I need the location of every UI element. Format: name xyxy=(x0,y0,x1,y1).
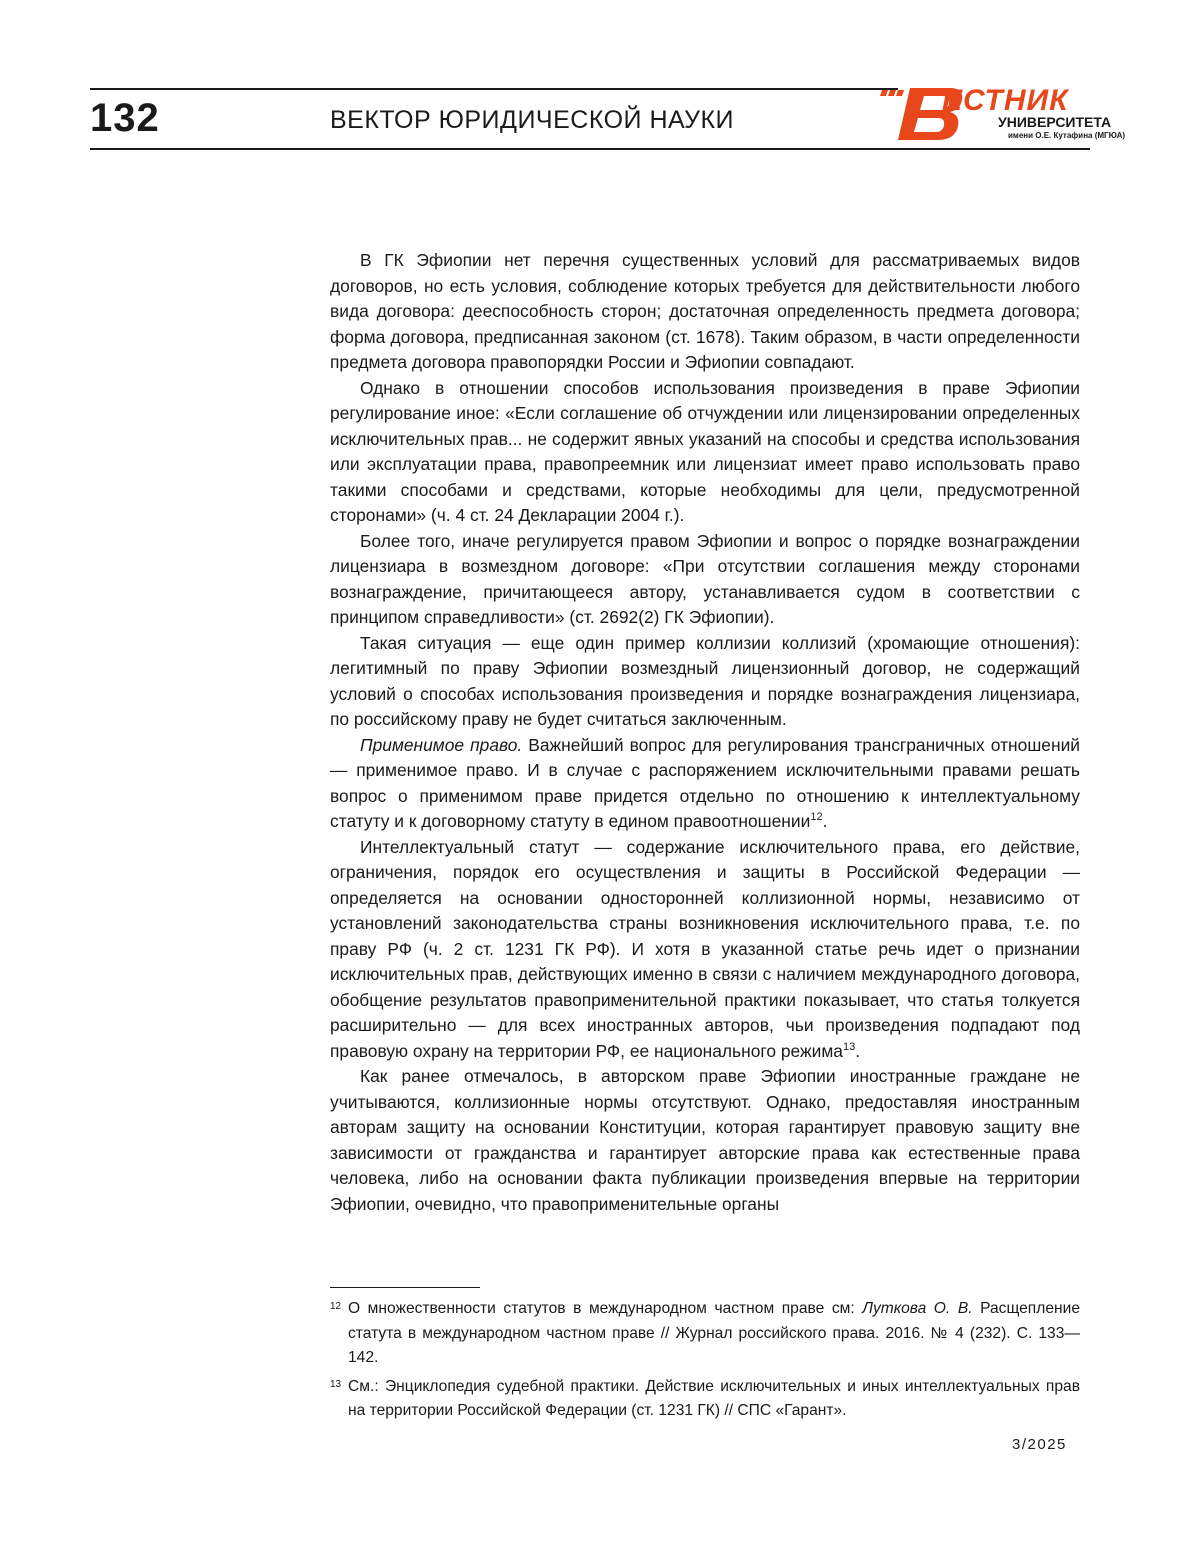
paragraph: Интеллектуальный статут — содержание исключительного права, его действие, ограничения, порядок его осуществления и защиты в Российской Федерации — определяется на основании односторонней коллизионной нормы, независимо от установлений законодательства страны возникновения исключительного права, т.е. по праву РФ (ч. 2 ст. 1231 ГК РФ). И хотя в указанной статье речь идет о признании исключительных прав, действующих именно в связи с наличием международного договора, обобщение результатов правоприменительной практики показывает, что статья толкуется расширительно — для всех иностранных авторов, чьи произведения подпадают под правовую охрану на территории РФ, ее национального режима13. xyxy=(330,835,1080,1065)
logo-subtitle: УНИВЕРСИТЕТА xyxy=(998,114,1111,130)
journal-section-title: ВЕКТОР ЮРИДИЧЕСКОЙ НАУКИ xyxy=(330,106,734,135)
paragraph: Более того, иначе регулируется правом Эфиопии и вопрос о порядке вознаграждении лицензиара в возмездном договоре: «При отсутствии соглашения между сторонами вознаграждение, причитающееся автору, устанавливается судом в соответствии с принципом справедливости» (ст. 2692(2) ГК Эфиопии). xyxy=(330,529,1080,631)
footnote-marker: 12 xyxy=(330,1295,341,1320)
paragraph: Однако в отношении способов использования произведения в праве Эфиопии регулирование иное: «Если соглашение об отчуждении или лицензировании определенных исключительных прав... не содержит явных указаний на способы и средства использования или эксплуатации права, правопреемник или лицензиат имеет право использовать право такими способами и средствами, которые необходимы для цели, предусмотренной сторонами» (ч. 4 ст. 24 Декларации 2004 г.). xyxy=(330,376,1080,529)
footnote-item: 12 О множественности статутов в международном частном праве см: Луткова О. В. Расщепление статута в международном частном праве // Журнал российского права. 2016. № 4 (232). С. 133—142. xyxy=(330,1297,1080,1371)
footnote-ref[interactable]: 13 xyxy=(843,1041,855,1053)
article-body xyxy=(330,248,1080,1217)
logo-title: ЕСТНИК xyxy=(942,84,1069,118)
logo-affiliation: имени О.Е. Кутафина (МГЮА) xyxy=(1008,131,1125,140)
header-bottom-rule xyxy=(90,148,1090,150)
running-header xyxy=(90,88,1090,152)
paragraph: Применимое право. Важнейший вопрос для регулирования трансграничных отношений — применимое право. И в случае с распоряжением исключительными правами решать вопрос о применимом праве придется отдельно по отношению к интеллектуальному статуту и к договорному статуту в едином правоотношении12. xyxy=(330,733,1080,835)
footnotes xyxy=(330,1297,1080,1428)
paragraph: Такая ситуация — еще один пример коллизии коллизий (хромающие отношения): легитимный по праву Эфиопии возмездный лицензионный договор, не содержащий условий о способах использования произведения и порядке вознаграждения лицензиара, по российскому праву не будет считаться заключенным. xyxy=(330,631,1080,733)
footnote-ref[interactable]: 12 xyxy=(810,811,822,823)
footnote-item: 13 См.: Энциклопедия судебной практики. Действие исключительных и иных интеллектуальных прав на территории Российской Федерации (ст. 1231 ГК) // СПС «Гарант». xyxy=(330,1375,1080,1424)
run-in-heading: Применимое право. xyxy=(360,735,522,755)
page-number: 132 xyxy=(90,96,160,141)
header-top-rule xyxy=(90,88,898,90)
footnote-separator xyxy=(330,1287,480,1288)
footnote-marker: 13 xyxy=(330,1373,341,1398)
paragraph: В ГК Эфиопии нет перечня существенных условий для рассматриваемых видов договоров, но есть условия, соблюдение которых требуется для действительности любого вида договора: дееспособность сторон; достаточная определенность предмета договора; форма договора, предписанная законом (ст. 1678). Таким образом, в части определенности предмета договора правопорядки России и Эфиопии совпадают. xyxy=(330,248,1080,376)
paragraph: Как ранее отмечалось, в авторском праве Эфиопии иностранные граждане не учитываются, коллизионные нормы отсутствуют. Однако, предоставляя иностранным авторам защиту на основании Конституции, которая гарантирует правовую защиту вне зависимости от гражданства и гарантирует авторские права как естественные права человека, либо на основании факта публикации произведения впервые на территории Эфиопии, очевидно, что правоприменительные органы xyxy=(330,1064,1080,1217)
journal-logo xyxy=(880,82,1090,146)
issue-number: 3/2025 xyxy=(1012,1436,1067,1453)
